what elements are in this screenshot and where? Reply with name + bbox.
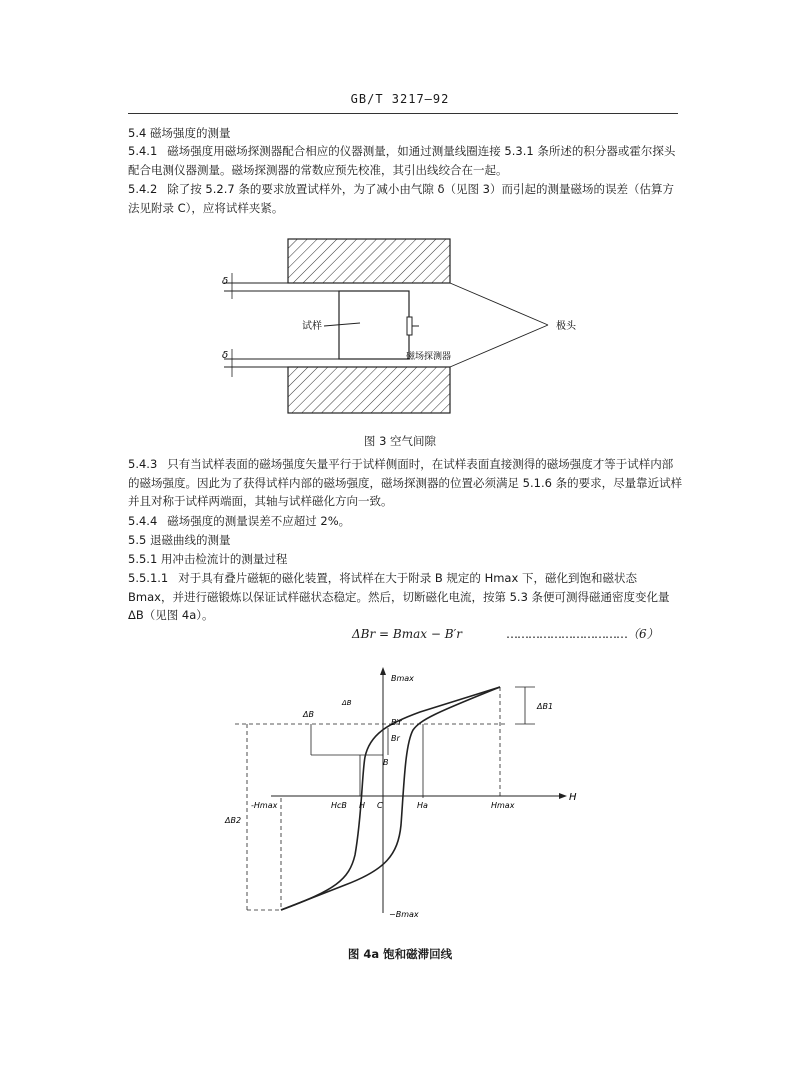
section-5-4-3 <box>128 455 684 511</box>
br-label: Br <box>391 734 400 743</box>
figure-3-air-gap <box>210 237 590 437</box>
probe-label: 磁场探测器 <box>406 352 452 362</box>
hmax-label: Hmax <box>491 801 515 810</box>
b-label: B <box>383 758 389 767</box>
c-label: C <box>377 801 383 810</box>
neg-bmax-label: −Bmax <box>389 910 419 919</box>
upper-pole-piece <box>288 239 450 283</box>
section-5-4-title: 5.4 磁场强度的测量 <box>128 126 231 140</box>
figure-3-caption: 图 3 空气间隙 <box>363 434 437 448</box>
delta-b-label: ΔB <box>303 710 314 719</box>
probe-symbol <box>407 317 412 335</box>
bmax-label: Bmax <box>391 674 414 683</box>
clause-text: 对于具有叠片磁轭的磁化装置，将试样在大于附录 B 规定的 Hmax 下，磁化到饱和磁状态 Bmax，并进行磁锻炼以保证试样磁状态稳定。然后，切断磁化电流，按第 5.3 条便可测得磁通密度变化量 ΔB（见图 4a）。 <box>128 571 670 623</box>
clause-number: 5.5.1.1 <box>128 571 169 585</box>
specimen-label: 试样 <box>302 321 322 332</box>
equation-number: （6） <box>627 627 659 641</box>
document-header: GB/T 3217—92 <box>350 92 450 106</box>
equation-dots: …………………………… <box>506 627 627 641</box>
clause-text: 磁场强度的测量误差不应超过 2%。 <box>167 514 351 528</box>
section-5-5-title: 5.5 退磁曲线的测量 <box>128 533 231 547</box>
section-5-5-1-title: 5.5.1 用冲击检流计的测量过程 <box>128 552 288 566</box>
hcb-label: HcB <box>331 801 347 810</box>
section-5-5-1-1 <box>128 569 684 625</box>
section-5-4-1 <box>128 142 684 179</box>
equation-text: ΔBr = Bmax − B′r <box>352 627 462 641</box>
lower-pole-piece <box>288 367 450 413</box>
h-label: H <box>359 801 366 810</box>
clause-text: 磁场强度用磁场探测器配合相应的仪器测量，如通过测量线圈连接 5.3.1 条所述的积分器或霍尔探头配合电测仪器测量。磁场探测器的常数应预先校准，其引出线绞合在一起。 <box>128 144 676 177</box>
delta-b1-label: ΔB1 <box>537 702 554 711</box>
delta-b-small-label: ΔB <box>342 699 352 707</box>
specimen-block <box>339 291 409 359</box>
delta-top-label: δ <box>222 276 229 287</box>
figure-4a-caption: 图 4a 饱和磁滞回线 <box>347 947 453 961</box>
clause-number: 5.4.3 <box>128 457 158 471</box>
clause-number: 5.4.2 <box>128 182 158 196</box>
clause-number: 5.4.1 <box>128 144 158 158</box>
ha-label: Ha <box>417 801 428 810</box>
section-5-4-4 <box>128 512 684 531</box>
delta-b2-label: ΔB2 <box>225 816 242 825</box>
clause-number: 5.4.4 <box>128 514 158 528</box>
neg-hmax-label: -Hmax <box>251 801 278 810</box>
clause-text: 只有当试样表面的磁场强度矢量平行于试样侧面时，在试样表面直接测得的磁场强度才等于试样内部的磁场强度。因此为了获得试样内部的磁场强度，磁场探测器的位置必须满足 5.1.6 条的要求，尽量靠近试样并且对称于试样两端面，其轴与试样磁化方向一致。 <box>128 457 683 509</box>
h-axis-label: H <box>569 792 577 803</box>
figure-4a-hysteresis-loop <box>215 665 585 925</box>
b-prime-r-label: B′r <box>391 718 402 727</box>
section-5-4-2 <box>128 180 684 217</box>
clause-text: 除了按 5.2.7 条的要求放置试样外，为了减小由气隙 δ（见图 3）而引起的测量磁场的误差（估算方法见附录 C），应将试样夹紧。 <box>128 182 674 215</box>
pole-label: 极头 <box>556 321 576 332</box>
equation-6 <box>352 625 659 642</box>
header-rule <box>128 113 678 114</box>
delta-bottom-label: δ <box>222 350 229 361</box>
